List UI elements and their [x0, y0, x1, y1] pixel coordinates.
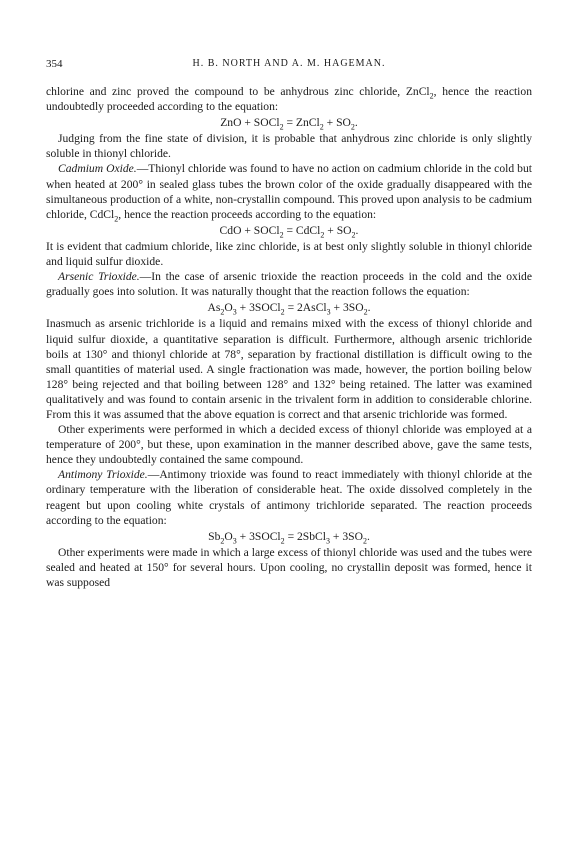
paragraph-7: Other experiments were performed in which a decided excess of thionyl chloride was employed at a temperature of 200°, but these, upon examination in the manner described above, gave the same tests, hence they undoubtedly contained the same compound. [46, 423, 532, 467]
page-number: 354 [46, 58, 63, 70]
paragraph-8-text: —Antimony trioxide was found to react immediately with thionyl chloride at the ordinary temperature with the liberation of considerable heat. The oxide dissolved completely in the reagent but upon cooling white crystals of antimony trichloride separated. The reaction proceeds according to the equation: [46, 468, 532, 527]
running-head: H. B. NORTH AND A. M. HAGEMAN. [192, 58, 386, 69]
paragraph-9: Other experiments were made in which a large excess of thionyl chloride was used and the tubes were sealed and heated at 150° for several hours. Upon cooling, no crystallin deposit was formed, hence it was supposed [46, 545, 532, 589]
equation-4: $Sb_2O_3$ + 3SOCl$_2$ = 2SbCl$_3$ + $3SO_2$. [208, 529, 370, 546]
section-title-arsenic-trioxide: Arsenic Trioxide. [58, 270, 140, 284]
paragraph-8 [46, 467, 532, 527]
paragraph-5 [46, 269, 532, 299]
equation-3: $As_2O_3$ + 3SOCl$_2$ = 2AsCl$_3$ + $3SO_2$. [207, 301, 371, 317]
equation-2: CdO + SOCl$_2$ = CdCl$_2$ + $SO_2$. [219, 223, 359, 240]
article-body [46, 84, 532, 590]
paragraph-2: Judging from the fine state of division, it is probable that anhydrous zinc chloride is only slightly soluble in thionyl chloride. [46, 132, 532, 161]
page-header [46, 58, 532, 74]
section-title-cadmium-oxide: Cadmium Oxide. [58, 162, 137, 176]
paragraph-6: Inasmuch as arsenic trichloride is a liquid and remains mixed with the excess of thionyl chloride and liquid sulfur dioxide, a quantitative separation is difficult. Furthermore, although arsenic trichloride boils at 130° and thionyl chloride at 78°, separation by fractional distillation is difficult owing to the small quantities of material used. A single fractionation was made, however, the portion boiling below 128° being rejected and that boiling between 128° and 132° being retained. The latter was examined qualitatively and was found to contain arsenic in the trivalent form in addition to considerable chlorine. From this it was assumed that the above equation is correct and that arsenic trichloride was formed. [46, 317, 532, 421]
section-title-antimony-trioxide: Antimony Trioxide. [58, 468, 148, 482]
paragraph-3-text: —Thionyl chloride was found to have no action on cadmium chloride in the cold but when heated at 200° in sealed glass tubes the brown color of the oxide gradually disappeared with the simultaneous production of a white, non-crystallin compound. This proved upon analysis to be cadmium chloride, CdCl$_2$, hence the reaction proceeds according to the equation: [46, 162, 532, 224]
paragraph-5-text: —In the case of arsenic trioxide the reaction proceeds in the cold and the oxide gradually goes into solution. It was naturally thought that the reaction follows the equation: [46, 270, 532, 299]
paragraph-3 [46, 161, 532, 224]
paragraph-4: It is evident that cadmium chloride, like zinc chloride, is at best only slightly soluble in thionyl chloride and liquid sulfur dioxide. [46, 239, 532, 269]
paragraph-1: chlorine and zinc proved the compound to be anhydrous zinc chloride, ZnCl$_2$, hence the reaction undoubtedly proceeded according to the equation: [46, 85, 532, 114]
equation-1: ZnO + SOCl$_2$ = ZnCl$_2$ + $SO_2$. [220, 116, 358, 132]
